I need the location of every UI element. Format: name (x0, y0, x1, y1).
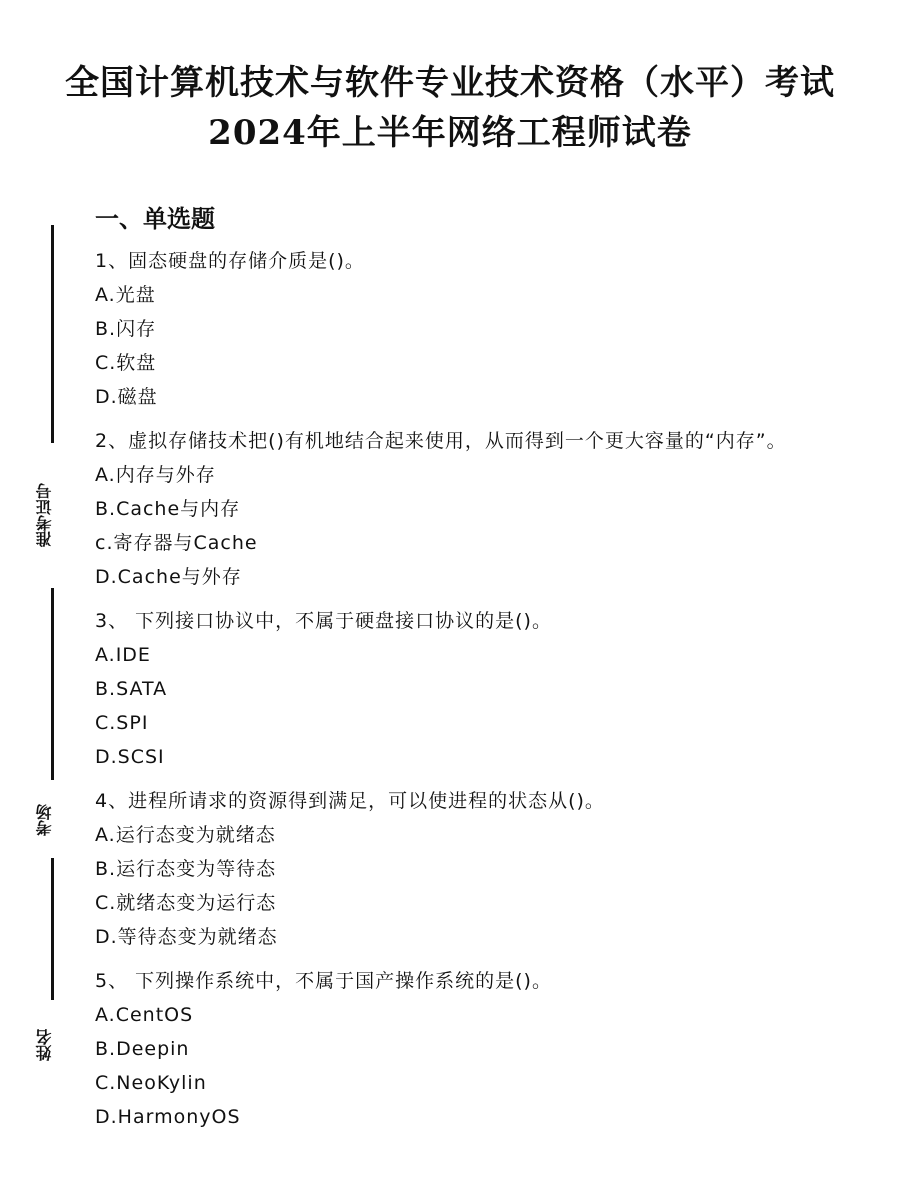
option-b: B.Deepin (95, 1038, 190, 1060)
option-c: C.SPI (95, 712, 149, 734)
option-a: A.内存与外存 (95, 464, 216, 486)
exam-room-label: 考场 (35, 804, 54, 836)
option-a: A.光盘 (95, 284, 156, 306)
question-5 (95, 964, 885, 1134)
question-stem: 1、固态硬盘的存储介质是()。 (95, 250, 365, 272)
binding-line-middle (51, 588, 54, 780)
option-b: B.Cache与内存 (95, 498, 241, 520)
question-stem: 4、进程所请求的资源得到满足，可以使进程的状态从()。 (95, 790, 605, 812)
binding-line-bottom (51, 858, 54, 1000)
option-a: A.运行态变为就绪态 (95, 824, 276, 846)
option-c: C.就绪态变为运行态 (95, 892, 277, 914)
exam-title-line-1: 全国计算机技术与软件专业技术资格（水平）考试 (65, 63, 835, 103)
option-c: c.寄存器与Cache (95, 532, 258, 554)
option-b: B.闪存 (95, 318, 157, 340)
option-d: D.SCSI (95, 746, 165, 768)
question-stem: 5、 下列操作系统中，不属于国产操作系统的是()。 (95, 970, 552, 992)
option-d: D.磁盘 (95, 386, 158, 408)
binding-line-top (51, 225, 54, 443)
question-stem: 3、 下列接口协议中，不属于硬盘接口协议的是()。 (95, 610, 552, 632)
option-a: A.IDE (95, 644, 151, 666)
option-c: C.NeoKylin (95, 1072, 207, 1094)
question-area (95, 204, 885, 1134)
question-stem: 2、虚拟存储技术把()有机地结合起来使用，从而得到一个更大容量的“内存”。 (95, 430, 787, 452)
question-2 (95, 424, 885, 594)
option-d: D.等待态变为就绪态 (95, 926, 278, 948)
option-d: D.Cache与外存 (95, 566, 242, 588)
exam-id-label: 准考证号 (35, 483, 54, 547)
exam-title-line-2: 2024年上半年网络工程师试卷 (208, 113, 692, 153)
section-title: 一、单选题 (95, 205, 215, 233)
option-a: A.CentOS (95, 1004, 194, 1026)
name-label: 姓名 (35, 1029, 54, 1061)
option-b: B.运行态变为等待态 (95, 858, 277, 880)
question-1 (95, 244, 885, 414)
option-d: D.HarmonyOS (95, 1106, 241, 1128)
question-3 (95, 604, 885, 774)
question-4 (95, 784, 885, 954)
option-b: B.SATA (95, 678, 168, 700)
option-c: C.软盘 (95, 352, 157, 374)
